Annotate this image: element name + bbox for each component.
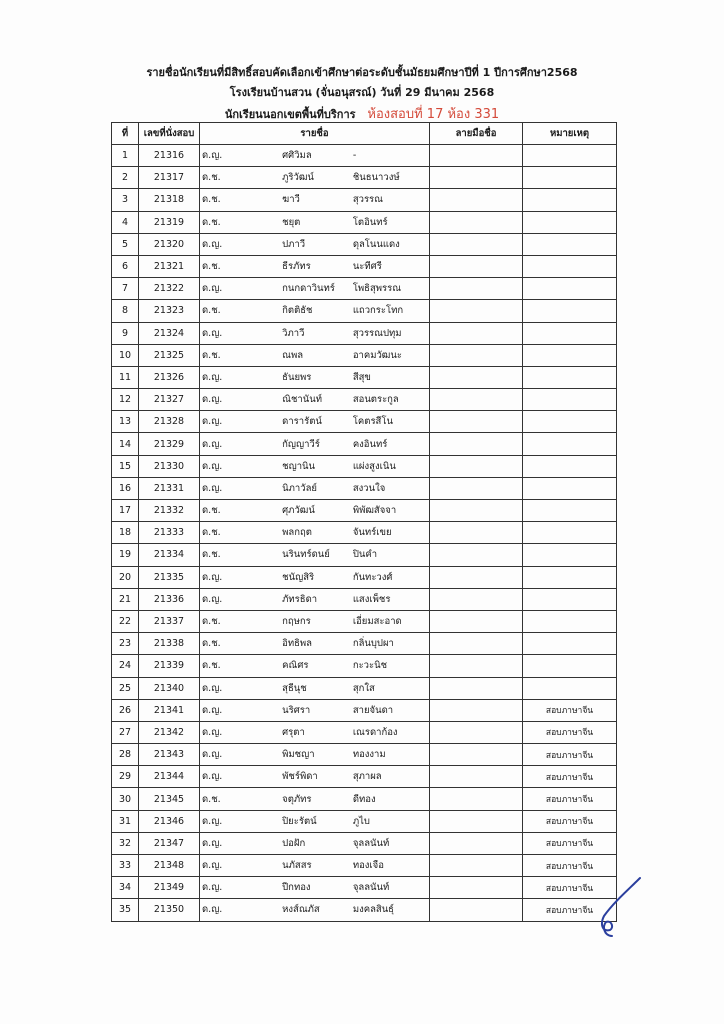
first-name: ธันยพร [276, 366, 353, 388]
signature-cell [430, 366, 523, 388]
table-row [112, 366, 617, 388]
remark-cell [523, 344, 617, 366]
row-number: 11 [112, 366, 139, 388]
name-prefix: ด.ช. [200, 788, 277, 810]
row-number: 19 [112, 544, 139, 566]
signature-cell [430, 699, 523, 721]
table-row [112, 766, 617, 788]
first-name: พัชร์พิดา [276, 766, 353, 788]
remark-cell [523, 677, 617, 699]
seat-number: 21322 [139, 278, 200, 300]
last-name: สีสุข [353, 366, 430, 388]
row-number: 20 [112, 566, 139, 588]
row-number: 13 [112, 411, 139, 433]
row-number: 7 [112, 278, 139, 300]
last-name: แถวกระโทก [353, 300, 430, 322]
row-number: 17 [112, 500, 139, 522]
name-prefix: ด.ญ. [200, 855, 277, 877]
row-number: 32 [112, 832, 139, 854]
name-prefix: ด.ญ. [200, 810, 277, 832]
column-header-seat: เลขที่นั่งสอบ [139, 123, 200, 145]
row-number: 35 [112, 899, 139, 921]
remark-cell: สอบภาษาจีน [523, 899, 617, 921]
table-row [112, 655, 617, 677]
name-prefix: ด.ญ. [200, 455, 277, 477]
last-name: สุกใส [353, 677, 430, 699]
signature-cell [430, 500, 523, 522]
handwritten-signature [592, 872, 652, 942]
name-prefix: ด.ช. [200, 655, 277, 677]
table-row [112, 633, 617, 655]
row-number: 5 [112, 233, 139, 255]
last-name: คงอินทร์ [353, 433, 430, 455]
last-name: สุวรรณปทุม [353, 322, 430, 344]
seat-number: 21340 [139, 677, 200, 699]
last-name: โพธิสุพรรณ [353, 278, 430, 300]
first-name: ภัทรธิดา [276, 588, 353, 610]
name-prefix: ด.ญ. [200, 389, 277, 411]
signature-cell [430, 766, 523, 788]
first-name: จตุภัทร [276, 788, 353, 810]
table-row [112, 677, 617, 699]
seat-number: 21344 [139, 766, 200, 788]
table-row [112, 810, 617, 832]
first-name: ปภาวี [276, 233, 353, 255]
seat-number: 21341 [139, 699, 200, 721]
table-row [112, 278, 617, 300]
first-name: ชยุต [276, 211, 353, 233]
name-prefix: ด.ช. [200, 633, 277, 655]
name-prefix: ด.ช. [200, 544, 277, 566]
first-name: คณิศร [276, 655, 353, 677]
row-number: 34 [112, 877, 139, 899]
seat-number: 21324 [139, 322, 200, 344]
seat-number: 21335 [139, 566, 200, 588]
row-number: 6 [112, 255, 139, 277]
table-row [112, 211, 617, 233]
seat-number: 21329 [139, 433, 200, 455]
table-row [112, 721, 617, 743]
first-name: หงส์ณภัส [276, 899, 353, 921]
seat-number: 21350 [139, 899, 200, 921]
signature-cell [430, 145, 523, 167]
signature-cell [430, 744, 523, 766]
seat-number: 21337 [139, 610, 200, 632]
table-row [112, 145, 617, 167]
signature-cell [430, 899, 523, 921]
signature-cell [430, 389, 523, 411]
table-row [112, 832, 617, 854]
name-prefix: ด.ญ. [200, 278, 277, 300]
remark-cell: สอบภาษาจีน [523, 744, 617, 766]
column-header-name: รายชื่อ [200, 123, 430, 145]
table-row [112, 477, 617, 499]
table-row [112, 255, 617, 277]
name-prefix: ด.ญ. [200, 566, 277, 588]
name-prefix: ด.ญ. [200, 766, 277, 788]
row-number: 10 [112, 344, 139, 366]
name-prefix: ด.ช. [200, 500, 277, 522]
signature-cell [430, 522, 523, 544]
name-prefix: ด.ญ. [200, 433, 277, 455]
remark-cell: สอบภาษาจีน [523, 810, 617, 832]
row-number: 26 [112, 699, 139, 721]
row-number: 22 [112, 610, 139, 632]
last-name: กันทะวงศ์ [353, 566, 430, 588]
last-name: พิพัฒสัจจา [353, 500, 430, 522]
first-name: ธีรภัทร [276, 255, 353, 277]
remark-cell [523, 145, 617, 167]
remark-cell: สอบภาษาจีน [523, 721, 617, 743]
seat-number: 21321 [139, 255, 200, 277]
signature-cell [430, 610, 523, 632]
remark-cell [523, 189, 617, 211]
last-name: โตอินทร์ [353, 211, 430, 233]
table-row [112, 588, 617, 610]
last-name: ดีทอง [353, 788, 430, 810]
table-row [112, 610, 617, 632]
signature-cell [430, 300, 523, 322]
remark-cell [523, 433, 617, 455]
signature-cell [430, 344, 523, 366]
signature-cell [430, 433, 523, 455]
first-name: กัญญาวีร์ [276, 433, 353, 455]
seat-number: 21323 [139, 300, 200, 322]
name-prefix: ด.ญ. [200, 744, 277, 766]
table-row [112, 322, 617, 344]
remark-cell: สอบภาษาจีน [523, 855, 617, 877]
last-name: สายจันดา [353, 699, 430, 721]
remark-cell [523, 211, 617, 233]
seat-number: 21348 [139, 855, 200, 877]
group-and-room-line [0, 103, 724, 124]
signature-cell [430, 655, 523, 677]
name-prefix: ด.ช. [200, 610, 277, 632]
signature-cell [430, 255, 523, 277]
last-name: จันทร์เขย [353, 522, 430, 544]
table-row [112, 855, 617, 877]
remark-cell [523, 233, 617, 255]
first-name: กิตติธัช [276, 300, 353, 322]
document-title: รายชื่อนักเรียนที่มีสิทธิ์สอบคัดเลือกเข้าศึกษาต่อระดับชั้นมัธยมศึกษาปีที่ 1 ปีการศึกษา2568 [146, 66, 578, 79]
table-row [112, 455, 617, 477]
column-header-no: ที่ [112, 123, 139, 145]
column-header-remark: หมายเหตุ [523, 123, 617, 145]
last-name: เณรดาก้อง [353, 721, 430, 743]
row-number: 8 [112, 300, 139, 322]
last-name: เอี่ยมสะอาด [353, 610, 430, 632]
name-prefix: ด.ช. [200, 189, 277, 211]
row-number: 16 [112, 477, 139, 499]
row-number: 14 [112, 433, 139, 455]
table-header-row [112, 123, 617, 145]
first-name: ปีกทอง [276, 877, 353, 899]
name-prefix: ด.ญ. [200, 699, 277, 721]
seat-number: 21342 [139, 721, 200, 743]
first-name: กนกดาวินทร์ [276, 278, 353, 300]
signature-cell [430, 278, 523, 300]
first-name: ชนัญสิริ [276, 566, 353, 588]
remark-cell [523, 500, 617, 522]
remark-cell: สอบภาษาจีน [523, 832, 617, 854]
last-name: ภูไบ [353, 810, 430, 832]
row-number: 23 [112, 633, 139, 655]
remark-cell [523, 655, 617, 677]
first-name: พิมชญา [276, 744, 353, 766]
name-prefix: ด.ญ. [200, 899, 277, 921]
seat-number: 21336 [139, 588, 200, 610]
row-number: 24 [112, 655, 139, 677]
first-name: นิภาวัลย์ [276, 477, 353, 499]
signature-cell [430, 832, 523, 854]
name-prefix: ด.ญ. [200, 877, 277, 899]
last-name: - [353, 145, 430, 167]
first-name: วิภาวี [276, 322, 353, 344]
seat-number: 21345 [139, 788, 200, 810]
table-row [112, 433, 617, 455]
row-number: 28 [112, 744, 139, 766]
signature-cell [430, 455, 523, 477]
row-number: 2 [112, 167, 139, 189]
name-prefix: ด.ญ. [200, 832, 277, 854]
seat-number: 21318 [139, 189, 200, 211]
last-name: สุภาผล [353, 766, 430, 788]
row-number: 30 [112, 788, 139, 810]
name-prefix: ด.ญ. [200, 145, 277, 167]
name-prefix: ด.ญ. [200, 233, 277, 255]
signature-cell [430, 233, 523, 255]
seat-number: 21334 [139, 544, 200, 566]
table-row [112, 411, 617, 433]
last-name: ทองงาม [353, 744, 430, 766]
remark-cell [523, 455, 617, 477]
remark-cell: สอบภาษาจีน [523, 877, 617, 899]
name-prefix: ด.ช. [200, 211, 277, 233]
seat-number: 21339 [139, 655, 200, 677]
remark-cell [523, 588, 617, 610]
row-number: 4 [112, 211, 139, 233]
first-name: ดารารัตน์ [276, 411, 353, 433]
signature-cell [430, 211, 523, 233]
remark-cell [523, 522, 617, 544]
last-name: แผ่งสูงเนิน [353, 455, 430, 477]
remark-cell [523, 167, 617, 189]
name-prefix: ด.ญ. [200, 366, 277, 388]
table-row [112, 544, 617, 566]
row-number: 25 [112, 677, 139, 699]
name-prefix: ด.ช. [200, 344, 277, 366]
signature-cell [430, 677, 523, 699]
row-number: 9 [112, 322, 139, 344]
name-prefix: ด.ช. [200, 255, 277, 277]
first-name: ปอฝัก [276, 832, 353, 854]
table-row [112, 167, 617, 189]
remark-cell [523, 633, 617, 655]
last-name: กลิ่นบุปผา [353, 633, 430, 655]
last-name: โคตรสีโน [353, 411, 430, 433]
table-row [112, 300, 617, 322]
seat-number: 21343 [139, 744, 200, 766]
last-name: จุลลนันท์ [353, 877, 430, 899]
name-prefix: ด.ญ. [200, 322, 277, 344]
name-prefix: ด.ญ. [200, 411, 277, 433]
last-name: ทองเจือ [353, 855, 430, 877]
column-header-signature: ลายมือชื่อ [430, 123, 523, 145]
name-prefix: ด.ญ. [200, 677, 277, 699]
first-name: สุธีนุช [276, 677, 353, 699]
signature-cell [430, 588, 523, 610]
last-name: สอนตระกูล [353, 389, 430, 411]
exam-room-label: ห้องสอบที่ 17 ห้อง 331 [367, 107, 500, 122]
row-number: 33 [112, 855, 139, 877]
first-name: ภูริวัฒน์ [276, 167, 353, 189]
table-row [112, 566, 617, 588]
seat-number: 21320 [139, 233, 200, 255]
remark-cell [523, 610, 617, 632]
signature-cell [430, 721, 523, 743]
name-prefix: ด.ญ. [200, 721, 277, 743]
table-row [112, 522, 617, 544]
first-name: ณพล [276, 344, 353, 366]
school-and-date: โรงเรียนบ้านสวน (จั่นอนุสรณ์) วันที่ 29 มีนาคม 2568 [229, 86, 495, 99]
seat-number: 21317 [139, 167, 200, 189]
last-name: กะวะนิช [353, 655, 430, 677]
signature-cell [430, 633, 523, 655]
first-name: พลกฤต [276, 522, 353, 544]
first-name: ศศิวิมล [276, 145, 353, 167]
remark-cell [523, 566, 617, 588]
signature-cell [430, 167, 523, 189]
table-row [112, 699, 617, 721]
row-number: 12 [112, 389, 139, 411]
signature-cell [430, 189, 523, 211]
remark-cell [523, 477, 617, 499]
seat-number: 21316 [139, 145, 200, 167]
remark-cell: สอบภาษาจีน [523, 788, 617, 810]
first-name: ศรุตา [276, 721, 353, 743]
signature-cell [430, 411, 523, 433]
signature-cell [430, 877, 523, 899]
signature-cell [430, 566, 523, 588]
signature-cell [430, 855, 523, 877]
row-number: 15 [112, 455, 139, 477]
seat-number: 21330 [139, 455, 200, 477]
remark-cell [523, 300, 617, 322]
last-name: มงคลสินธุ์ [353, 899, 430, 921]
table-row [112, 877, 617, 899]
last-name: ปินคำ [353, 544, 430, 566]
first-name: อิทธิพล [276, 633, 353, 655]
table-row [112, 744, 617, 766]
signature-cell [430, 322, 523, 344]
first-name: กฤษกร [276, 610, 353, 632]
remark-cell: สอบภาษาจีน [523, 766, 617, 788]
seat-number: 21325 [139, 344, 200, 366]
first-name: นรินทร์ดนย์ [276, 544, 353, 566]
remark-cell: สอบภาษาจีน [523, 699, 617, 721]
last-name: ดุลโนนแดง [353, 233, 430, 255]
name-prefix: ด.ช. [200, 300, 277, 322]
first-name: นภัสสร [276, 855, 353, 877]
first-name: ศุภวัฒน์ [276, 500, 353, 522]
signature-cell [430, 544, 523, 566]
first-name: ปิยะรัตน์ [276, 810, 353, 832]
table-row [112, 788, 617, 810]
remark-cell [523, 389, 617, 411]
row-number: 18 [112, 522, 139, 544]
row-number: 3 [112, 189, 139, 211]
seat-number: 21319 [139, 211, 200, 233]
last-name: จุลลนันท์ [353, 832, 430, 854]
last-name: สุวรรณ [353, 189, 430, 211]
roster-body [112, 145, 617, 922]
seat-number: 21326 [139, 366, 200, 388]
name-prefix: ด.ญ. [200, 477, 277, 499]
row-number: 27 [112, 721, 139, 743]
remark-cell [523, 544, 617, 566]
seat-number: 21328 [139, 411, 200, 433]
table-row [112, 500, 617, 522]
last-name: แสงเพ็ชร [353, 588, 430, 610]
last-name: สงวนใจ [353, 477, 430, 499]
remark-cell [523, 366, 617, 388]
signature-cell [430, 810, 523, 832]
student-group-label: นักเรียนนอกเขตพื้นที่บริการ [224, 108, 356, 121]
row-number: 1 [112, 145, 139, 167]
table-row [112, 233, 617, 255]
last-name: นะทีศรี [353, 255, 430, 277]
name-prefix: ด.ญ. [200, 588, 277, 610]
first-name: ณิชานันท์ [276, 389, 353, 411]
seat-number: 21327 [139, 389, 200, 411]
seat-number: 21346 [139, 810, 200, 832]
signature-cell [430, 788, 523, 810]
table-row [112, 389, 617, 411]
seat-number: 21331 [139, 477, 200, 499]
seat-number: 21332 [139, 500, 200, 522]
signature-cell [430, 477, 523, 499]
remark-cell [523, 255, 617, 277]
name-prefix: ด.ช. [200, 167, 277, 189]
student-roster-table [111, 122, 617, 922]
table-row [112, 344, 617, 366]
first-name: ชญานิน [276, 455, 353, 477]
seat-number: 21349 [139, 877, 200, 899]
seat-number: 21333 [139, 522, 200, 544]
first-name: ฆาวี [276, 189, 353, 211]
table-row [112, 899, 617, 921]
remark-cell [523, 278, 617, 300]
seat-number: 21347 [139, 832, 200, 854]
seat-number: 21338 [139, 633, 200, 655]
signature-stroke [602, 878, 640, 936]
first-name: นริศรา [276, 699, 353, 721]
remark-cell [523, 322, 617, 344]
last-name: อาคมวัฒนะ [353, 344, 430, 366]
table-row [112, 189, 617, 211]
last-name: ชินธนาวงษ์ [353, 167, 430, 189]
remark-cell [523, 411, 617, 433]
row-number: 29 [112, 766, 139, 788]
row-number: 21 [112, 588, 139, 610]
row-number: 31 [112, 810, 139, 832]
name-prefix: ด.ช. [200, 522, 277, 544]
